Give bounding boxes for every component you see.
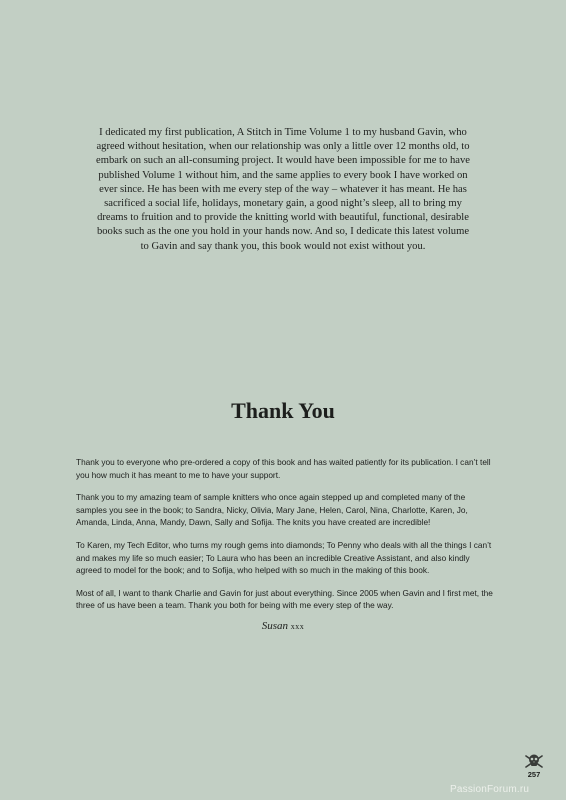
dedication-text: I dedicated my first publication, A Stitch in Time Volume 1 to my husband Gavin, who agreed without hesitation, when our relationship was only a little over 12 months old, to embark on such an all-consuming project. It would have been impossible for me to have published Volume 1 without him, and the same applies to every book I have worked on ever since. He has been with me every step of the way – whatever it has meant. He has sacrificed a social life, holidays, monetary gain, a good night’s sleep, all to bring my dreams to fruition and to provide the knitting world with beautiful, functional, desirable books such as the one you hold in your hands now. And so, I dedicate this latest volume to Gavin and say thank you, this book would not exist without you. xyxy=(96,127,470,252)
thank-you-paragraph: To Karen, my Tech Editor, who turns my rough gems into diamonds; To Penny who deals with all the things I can’t and makes my life so much easier; To Laura who has been an incredible Creative Assistant, and also kindly agreed to model for the book; and to Sofija, who helped with so much in the making of this book. xyxy=(76,539,492,576)
page-number: 257 xyxy=(527,770,541,779)
watermark: PassionForum.ru xyxy=(450,784,530,795)
thank-you-paragraph: Most of all, I want to thank Charlie and Gavin for just about everything. Since 2005 when Gavin and I first met, the three of us have been a team. Thank you both for being with me every step of the way. xyxy=(76,587,493,611)
thank-you-paragraph: Thank you to my amazing team of sample knitters who once again stepped up and completed many of the samples you see in the book; to Sandra, Nicky, Olivia, Mary Jane, Helen, Carol, Nina, Charlotte, Karen, Jo, Amanda, Linda, Anna, Mandy, Dawn, Sally and Sofija. The knits you have created are incredible! xyxy=(76,492,468,528)
thank-you-heading: Thank You xyxy=(231,398,335,423)
signature xyxy=(0,620,566,632)
signature-kisses: xxx xyxy=(290,622,305,631)
thank-you-paragraph: Thank you to everyone who pre-ordered a copy of this book and has waited patiently for its publication. I can’t tell you how much it has meant to me to have your support. xyxy=(76,457,491,480)
thank-you-body xyxy=(76,456,494,622)
signature-name: Susan xyxy=(261,620,289,632)
skull-crossbones-logo-icon xyxy=(523,752,545,770)
